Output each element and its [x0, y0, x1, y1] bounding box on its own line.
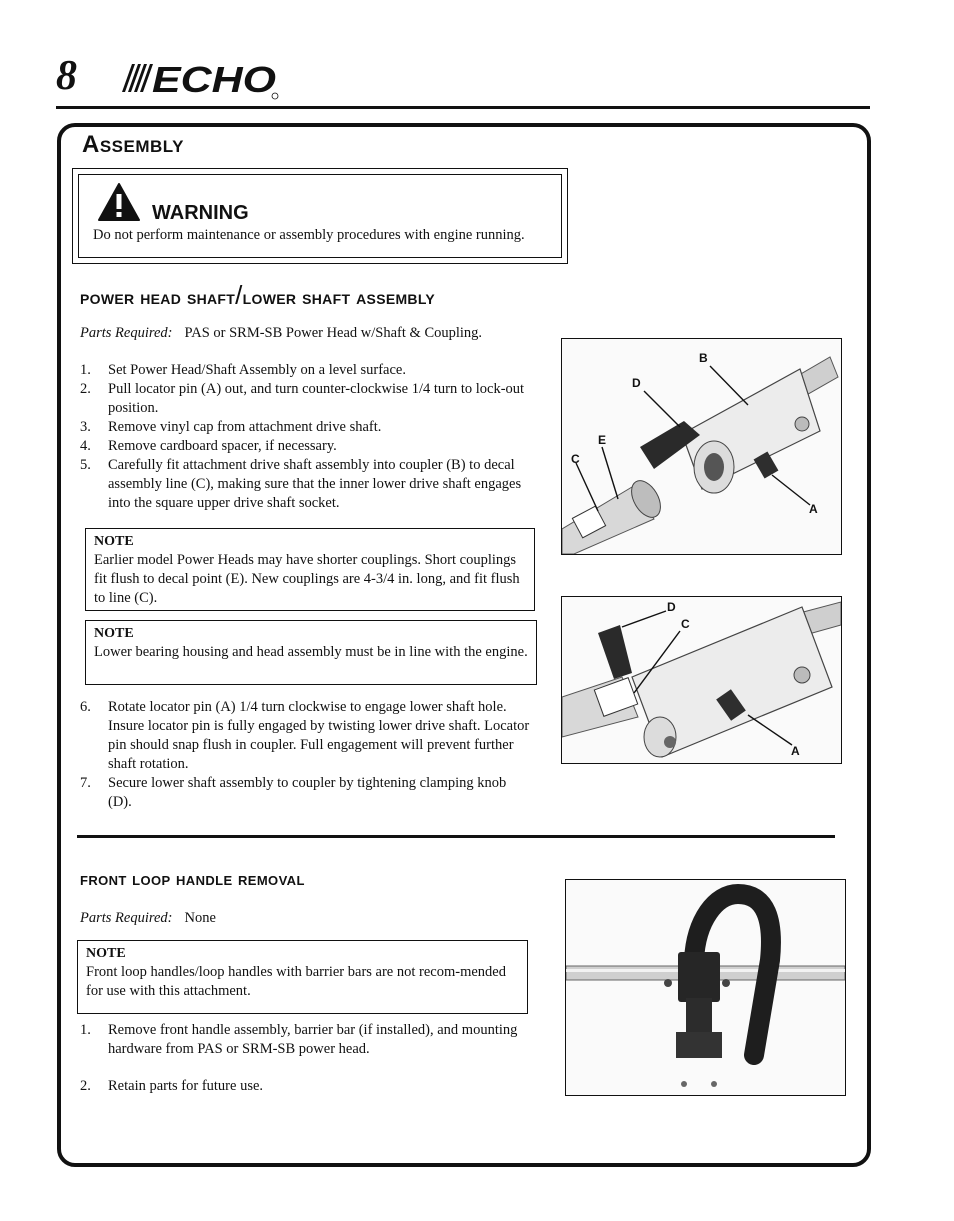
- note-box-couplings: NOTE Earlier model Power Heads may have shorter couplings. Short couplings fit flush to decal point (E). New couplings are 4-3/4 in. long, and fit flush to line (C).: [85, 528, 535, 611]
- warning-text: Do not perform maintenance or assembly procedures with engine running.: [93, 227, 525, 243]
- list-item: 5. Carefully fit attachment drive shaft assembly into coupler (B) to decal assembly line (C), making sure that the inner lower drive shaft engages into the square upper drive shaft socket.: [80, 457, 522, 511]
- section-title-loop-handle: front loop handle removal: [80, 869, 305, 889]
- loop-handle-illustration: [566, 880, 845, 1095]
- list-item: 7. Secure lower shaft assembly to coupler by tightening clamping knob (D).: [80, 775, 507, 810]
- svg-text:ECHO: ECHO: [152, 59, 276, 100]
- assembly-steps-continued: [80, 698, 530, 812]
- coupler-assembled-illustration: [562, 597, 841, 763]
- callout-c: C: [571, 452, 580, 466]
- parts-required: Parts Required: None: [80, 910, 216, 926]
- list-item: 6. Rotate locator pin (A) 1/4 turn clockwise to engage lower shaft hole. Insure locator pin is fully engaged by twisting lower drive shaft. Locator pin should snap flush in coupler. Full engagement will prevent further shaft rotation.: [80, 699, 530, 772]
- page-number: 8: [56, 53, 77, 99]
- note-box-loop-handles: NOTE Front loop handles/loop handles with barrier bars are not recom-mended for use with this attachment.: [77, 940, 528, 1014]
- warning-box-inner: [78, 174, 562, 258]
- callout-c: C: [681, 617, 690, 631]
- photo-coupler-assembled: [561, 596, 842, 764]
- removal-steps: [80, 1021, 520, 1096]
- list-item: 3. Remove vinyl cap from attachment drive shaft.: [80, 419, 382, 435]
- callout-d: D: [667, 600, 676, 614]
- note-box-alignment: NOTE Lower bearing housing and head assembly must be in line with the engine.: [85, 620, 537, 685]
- section-title-shaft-assembly: power head shaft/lower shaft assembly: [80, 280, 436, 310]
- warning-triangle-icon: [97, 182, 141, 222]
- callout-a: A: [809, 502, 818, 516]
- header-rule: [56, 106, 870, 109]
- warning-title: WARNING: [152, 202, 249, 224]
- list-item: 1. Set Power Head/Shaft Assembly on a level surface.: [80, 362, 406, 378]
- list-item: 4. Remove cardboard spacer, if necessary.: [80, 438, 337, 454]
- callout-d: D: [632, 376, 641, 390]
- parts-required: Parts Required: PAS or SRM-SB Power Head w/Shaft & Coupling.: [80, 325, 483, 341]
- list-item: 2. Retain parts for future use.: [80, 1078, 264, 1094]
- callout-e: E: [598, 433, 607, 447]
- assembly-steps: [80, 361, 540, 513]
- photo-coupler-exploded: [561, 338, 842, 555]
- section-divider: [77, 835, 835, 838]
- list-item: 1. Remove front handle assembly, barrier bar (if installed), and mounting hardware from PAS or SRM-SB power head.: [80, 1022, 518, 1057]
- list-item: 2. Pull locator pin (A) out, and turn counter-clockwise 1/4 turn to lock-out position.: [80, 381, 525, 416]
- photo-loop-handle: [565, 879, 846, 1096]
- assembly-title: Assembly: [82, 131, 184, 158]
- callout-b: B: [699, 351, 708, 365]
- echo-logo: [116, 58, 282, 100]
- callout-a: A: [791, 744, 800, 758]
